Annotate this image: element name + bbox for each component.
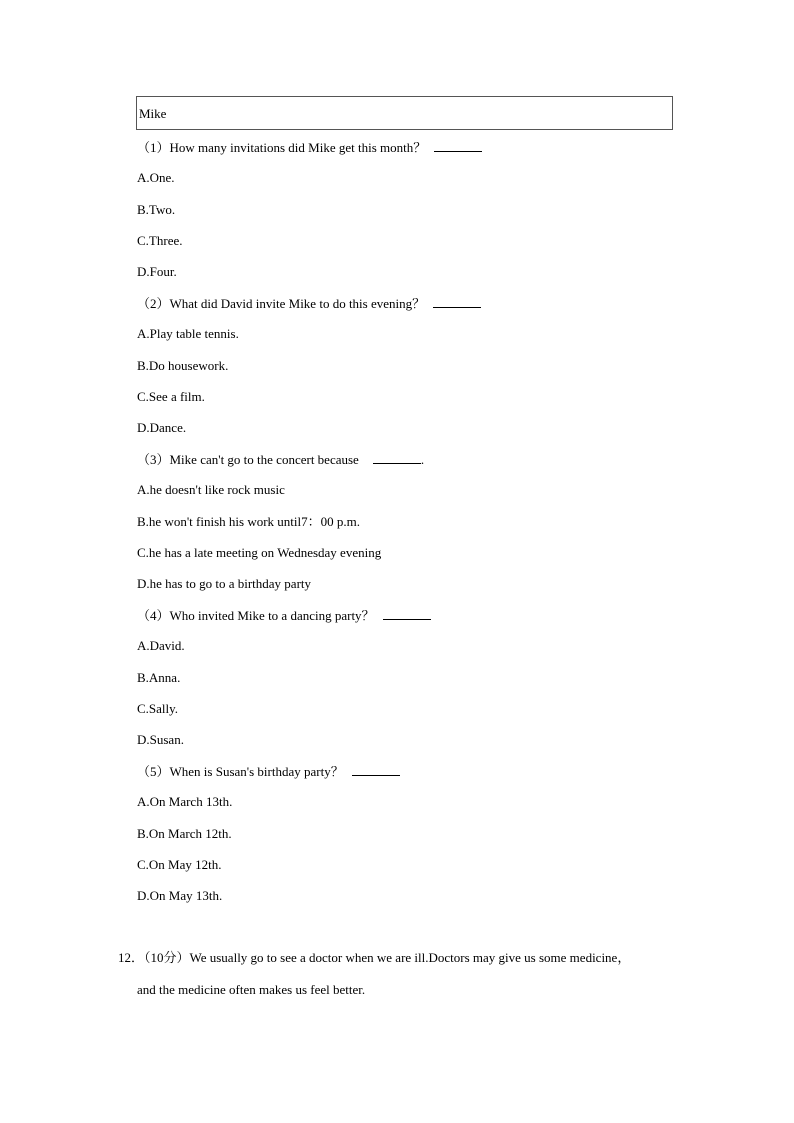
answer-blank-5[interactable] bbox=[352, 763, 400, 776]
question-4-option-a[interactable]: A.David. bbox=[137, 638, 185, 653]
question-3-suffix: . bbox=[420, 452, 425, 467]
question-4-text: （4）Who invited Mike to a dancing party？ bbox=[137, 608, 375, 623]
question-1-stem bbox=[137, 139, 482, 156]
question-3-option-c[interactable]: C.he has a late meeting on Wednesday evening bbox=[137, 545, 382, 560]
question-1-option-a[interactable]: A.One. bbox=[137, 170, 175, 185]
question-1-text: （1）How many invitations did Mike get this month？ bbox=[137, 140, 427, 155]
answer-blank-1[interactable] bbox=[434, 139, 482, 152]
question-2-stem bbox=[137, 295, 481, 312]
question-3-option-d[interactable]: D.he has to go to a birthday party bbox=[137, 576, 312, 591]
answer-blank-3[interactable] bbox=[373, 451, 421, 464]
name-box bbox=[136, 96, 673, 130]
answer-blank-2[interactable] bbox=[433, 295, 481, 308]
question-1-option-c[interactable]: C.Three. bbox=[137, 233, 183, 248]
question-5-option-b[interactable]: B.On March 12th. bbox=[137, 826, 232, 841]
question-4-stem bbox=[137, 607, 431, 624]
question-2-option-b[interactable]: B.Do housework. bbox=[137, 358, 229, 373]
question-5-option-d[interactable]: D.On May 13th. bbox=[137, 888, 223, 903]
question-2-option-c[interactable]: C.See a film. bbox=[137, 389, 205, 404]
question-5-text: （5）When is Susan's birthday party？ bbox=[137, 764, 344, 779]
passage-12 bbox=[118, 950, 678, 997]
question-3-text: （3）Mike can't go to the concert because bbox=[137, 452, 359, 467]
question-2-option-a[interactable]: A.Play table tennis. bbox=[137, 326, 239, 341]
question-3-option-a[interactable]: A.he doesn't like rock music bbox=[137, 482, 285, 497]
question-3-stem bbox=[137, 451, 424, 468]
question-4-option-c[interactable]: C.Sally. bbox=[137, 701, 179, 716]
question-5-stem bbox=[137, 763, 400, 780]
question-3-option-b[interactable]: B.he won't finish his work until7：00 p.m. bbox=[137, 514, 360, 529]
question-2-text: （2）What did David invite Mike to do this evening？ bbox=[137, 296, 426, 311]
question-1-option-b[interactable]: B.Two. bbox=[137, 202, 176, 217]
answer-blank-4[interactable] bbox=[383, 607, 431, 620]
question-4-option-d[interactable]: D.Susan. bbox=[137, 732, 184, 747]
passage-line-1: 12．（10分）We usually go to see a doctor when we are ill.Doctors may give us some medicine， bbox=[118, 950, 631, 965]
question-4-option-b[interactable]: B.Anna. bbox=[137, 670, 181, 685]
question-1-option-d[interactable]: D.Four. bbox=[137, 264, 177, 279]
question-5-option-c[interactable]: C.On May 12th. bbox=[137, 857, 222, 872]
question-5-option-a[interactable]: A.On March 13th. bbox=[137, 794, 233, 809]
question-2-option-d[interactable]: D.Dance. bbox=[137, 420, 187, 435]
passage-line-2: and the medicine often makes us feel better. bbox=[137, 982, 366, 997]
name-box-text: Mike bbox=[139, 106, 167, 121]
